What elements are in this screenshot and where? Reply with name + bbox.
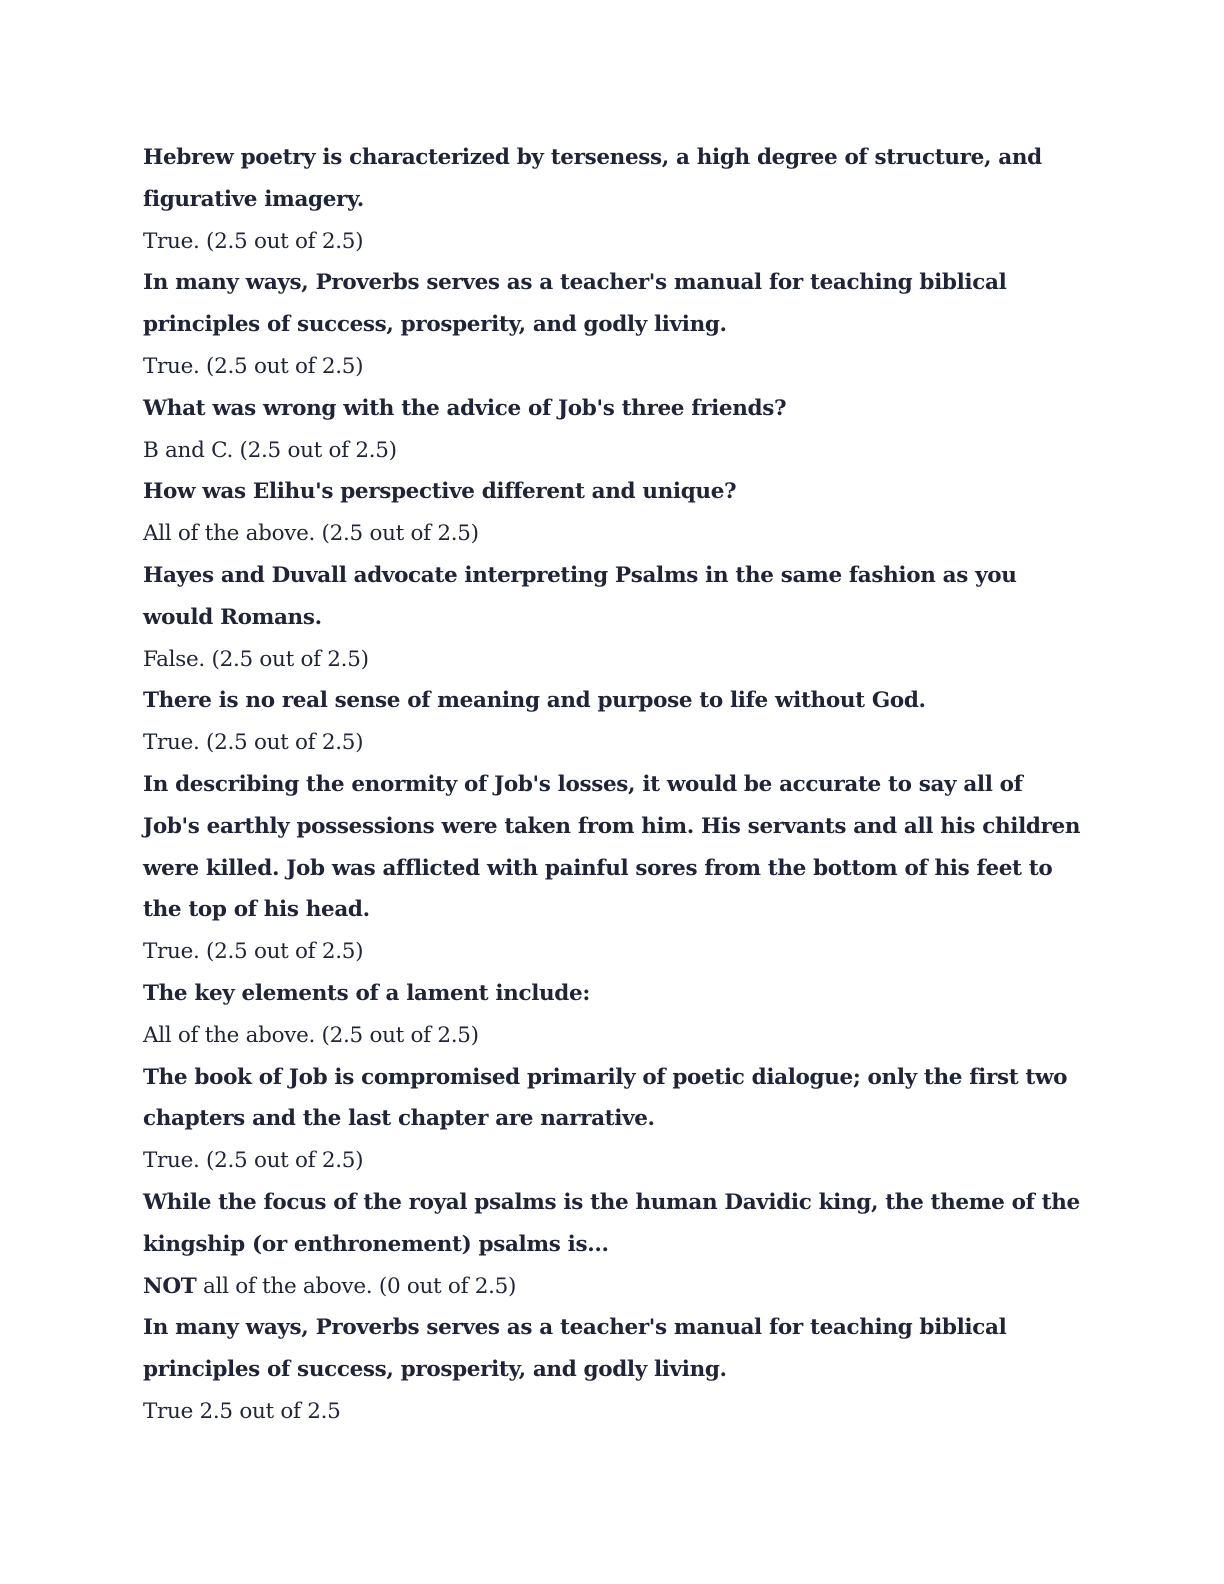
answer-2: True. (2.5 out of 2.5) [143, 353, 364, 379]
qa-item-7 [143, 764, 1083, 973]
answer-10 [143, 1266, 1083, 1308]
answer-4: All of the above. (2.5 out of 2.5) [143, 521, 479, 547]
answer-7: True. (2.5 out of 2.5) [143, 939, 364, 965]
question-5: Hayes and Duvall advocate interpreting Psalms in the same fashion as you would Romans. [143, 562, 1017, 630]
answer-10-text: all of the above. (0 out of 2.5) [196, 1273, 517, 1299]
question-7: In describing the enormity of Job's losses, it would be accurate to say all of Job's earthly possessions were taken from him. His servants and all his children were killed. Job was afflicted with painful sores from the bottom of his feet to the top of his head. [143, 771, 1081, 923]
question-8: The key elements of a lament include: [143, 980, 590, 1006]
answer-3: B and C. (2.5 out of 2.5) [143, 437, 397, 463]
qa-item-6 [143, 680, 1083, 764]
answer-1: True. (2.5 out of 2.5) [143, 228, 364, 254]
qa-item-10 [143, 1182, 1083, 1307]
qa-item-2 [143, 262, 1083, 387]
question-4: How was Elihu's perspective different and unique? [143, 479, 737, 505]
quiz-results [143, 137, 1083, 1433]
question-1: Hebrew poetry is characterized by terseness, a high degree of structure, and figurative imagery. [143, 145, 1042, 212]
qa-item-4 [143, 471, 1083, 555]
qa-item-8 [143, 973, 1083, 1057]
qa-item-5 [143, 555, 1083, 680]
question-11: In many ways, Proverbs serves as a teacher's manual for teaching biblical principles of success, prosperity, and godly living. [143, 1315, 1007, 1383]
qa-item-9 [143, 1057, 1083, 1182]
answer-6: True. (2.5 out of 2.5) [143, 730, 364, 756]
qa-item-3 [143, 388, 1083, 472]
question-2: In many ways, Proverbs serves as a teacher's manual for teaching biblical principles of success, prosperity, and godly living. [143, 270, 1007, 338]
question-3: What was wrong with the advice of Job's three friends? [143, 395, 787, 421]
answer-10-prefix: NOT [143, 1273, 197, 1299]
qa-item-11 [143, 1307, 1083, 1432]
qa-item-1 [143, 137, 1083, 262]
answer-8: All of the above. (2.5 out of 2.5) [143, 1022, 479, 1048]
question-9: The book of Job is compromised primarily of poetic dialogue; only the first two chapters and the last chapter are narrative. [143, 1064, 1068, 1132]
question-10: While the focus of the royal psalms is the human Davidic king, the theme of the kingship (or enthronement) psalms is... [143, 1189, 1080, 1257]
question-6: There is no real sense of meaning and purpose to life without God. [143, 688, 926, 714]
answer-5: False. (2.5 out of 2.5) [143, 646, 369, 672]
answer-11: True 2.5 out of 2.5 [143, 1398, 341, 1424]
answer-9: True. (2.5 out of 2.5) [143, 1148, 364, 1174]
